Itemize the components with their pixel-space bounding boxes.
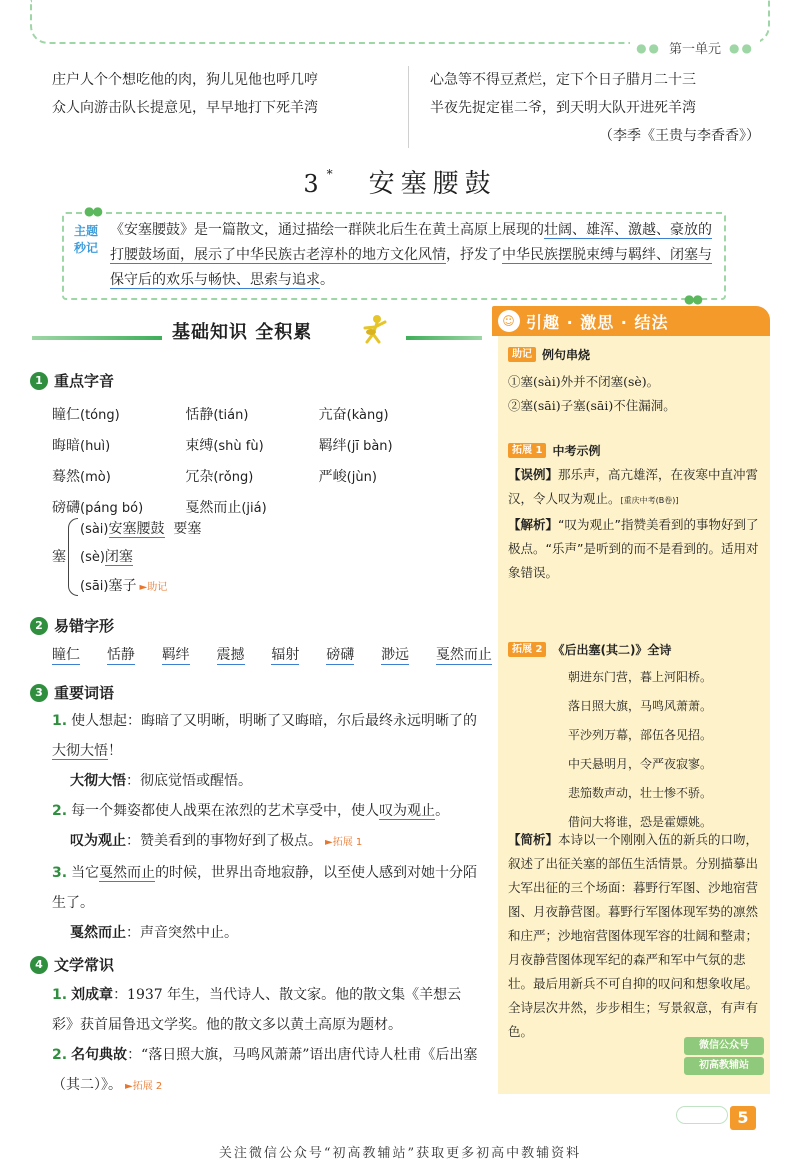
leaf-icon: ●● bbox=[84, 204, 101, 218]
pinyin-item: 磅礴(páng bó) bbox=[52, 499, 144, 516]
extension-chip: 拓展 2 bbox=[508, 642, 546, 657]
lesson-title bbox=[0, 163, 800, 200]
poem-line: 众人向游击队长提意见，早早地打下死羊湾 bbox=[52, 100, 318, 116]
extension-tag: ►拓展 2 bbox=[125, 1081, 163, 1092]
section-badge: 3 bbox=[30, 684, 48, 702]
literature-list bbox=[52, 980, 482, 1102]
word-item: 羁绊 bbox=[162, 644, 190, 665]
sidebar-subheading: 助记 例句串烧 bbox=[508, 346, 590, 363]
section-badge: 2 bbox=[30, 617, 48, 635]
pinyin-item: 冗杂(rǒng) bbox=[185, 468, 254, 485]
pinyin-item: 束缚(shù fù) bbox=[185, 437, 264, 454]
section-heading: 4 文学常识 bbox=[30, 954, 114, 975]
unit-tag bbox=[630, 38, 760, 57]
banner-title: 基础知识 全积累 bbox=[172, 322, 313, 343]
pinyin-row bbox=[52, 429, 452, 460]
word-item: 戛然而止 bbox=[436, 644, 492, 665]
pinyin-item: 严峻(jùn) bbox=[318, 468, 377, 485]
section-badge: 4 bbox=[30, 956, 48, 974]
poem-line: 心急等不得豆煮烂，定下个日子腊月二十三 bbox=[430, 72, 696, 88]
section-heading: 1 重点字音 bbox=[30, 370, 114, 391]
leaf-icon: ●● bbox=[684, 292, 701, 306]
word-item: 震撼 bbox=[217, 644, 245, 665]
polyphone-line: (sāi)塞子 ►助记 bbox=[80, 578, 168, 594]
pinyin-item: 晦暗(huì) bbox=[52, 437, 111, 454]
drummer-icon bbox=[357, 312, 393, 348]
memo-tag: ►助记 bbox=[139, 582, 168, 593]
pinyin-item: 亢奋(kàng) bbox=[318, 406, 389, 423]
pinyin-grid bbox=[52, 398, 452, 522]
vocab-item: 2. 每一个舞姿都使人战栗在浓烈的艺术享受中，使人叹为观止。 叹为观止：赞美看到的事物好到了极点。 ►拓展 1 bbox=[52, 803, 450, 849]
lesson-number: 3 bbox=[303, 170, 325, 198]
section-banner bbox=[32, 314, 482, 354]
sidebar-header: ☺ 引趣 · 激思 · 结法 bbox=[492, 306, 770, 336]
literature-item: 2. 名句典故：“落日照大旗，马鸣风萧萧”语出唐代诗人杜甫《后出塞（其二）》。 ►拓展 2 bbox=[52, 1047, 478, 1093]
pinyin-item: 恬静(tián) bbox=[185, 406, 249, 423]
brace-icon bbox=[68, 518, 78, 596]
word-item: 渺远 bbox=[381, 644, 409, 665]
memo-lines: ①塞(sài)外并不闭塞(sè)。 ②塞(sāi)子塞(sāi)不住漏洞。 bbox=[508, 374, 676, 413]
sidebar-subheading: 拓展 2 《后出塞(其二)》全诗 bbox=[508, 641, 671, 658]
literature-item: 1. 刘成章：1937 年生，当代诗人、散文家。他的散文集《羊想云彩》获首届鲁迅文学奖。他的散文多以黄土高原为题材。 bbox=[52, 987, 462, 1033]
key-phrase: 壮阔、雄浑、激越、豪放的打腰鼓场面 bbox=[110, 222, 712, 263]
pinyin-row bbox=[52, 398, 452, 429]
word-item: 辐射 bbox=[271, 644, 299, 665]
lesson-name: 安塞腰鼓 bbox=[368, 169, 497, 199]
vocab-list bbox=[52, 706, 482, 948]
sidebar-subheading: 拓展 1 中考示例 bbox=[508, 442, 600, 459]
extension-tag: ►拓展 1 bbox=[325, 837, 363, 848]
full-poem: 朝进东门营，暮上河阳桥。 落日照大旗，马鸣风萧萧。 平沙列万幕，部伍各见招。 中天悬明月，令严夜寂寥。 悲笳数声动，壮士惨不骄。 借问大将谁，恐是霍嫖姚。 bbox=[567, 670, 712, 829]
section-heading: 2 易错字形 bbox=[30, 615, 114, 636]
polyphone-char: 塞 bbox=[52, 549, 66, 565]
extension-chip: 拓展 1 bbox=[508, 443, 546, 458]
pinyin-item: 蓦然(mò) bbox=[52, 468, 111, 485]
exam-example: 【误例】那乐声，高亢雄浑，在夜寒中直冲霄汉，令人叹为观止。[重庆中考(B卷)] 【解析】“叹为观止”指赞美看到的事物好到了极点。“乐声”是听到的而不是看到的。适用对象错误。 bbox=[508, 467, 759, 580]
vocab-item: 1. 使人想起：晦暗了又明晰，明晰了又晦暗，尔后最终永远明晰了的大彻大悟！ 大彻大悟：彻底觉悟或醒悟。 bbox=[52, 713, 478, 789]
section-heading: 3 重要词语 bbox=[30, 682, 114, 703]
page-number: 5 bbox=[730, 1106, 756, 1130]
word-list bbox=[52, 644, 492, 665]
poem-line: 半夜先捉定崔二爷，到天明大队开进死羊湾 bbox=[430, 100, 696, 116]
theme-text: 《安塞腰鼓》是一篇散文，通过描绘一群陕北后生在黄土高原上展现的壮阔、雄浑、激越、豪放的打腰鼓场面，展示了中华民族古老淳朴的地方文化风情，抒发了中华民族摆脱束缚与羁绊、闭塞与保守后的欢乐与畅快、思索与追求。 bbox=[110, 222, 712, 288]
word-item: 瞳仁 bbox=[52, 644, 80, 665]
smile-icon: ☺ bbox=[498, 310, 520, 332]
polyphone-line: (sài)安塞腰鼓 要塞 bbox=[80, 521, 202, 537]
dots-icon: ●● bbox=[729, 40, 754, 55]
pinyin-item: 戛然而止(jiá) bbox=[185, 499, 267, 516]
memo-chip: 助记 bbox=[508, 347, 536, 362]
pinyin-item: 羁绊(jī bàn) bbox=[318, 437, 393, 454]
watermark-stamp: 微信公众号 初高教辅站 bbox=[684, 1037, 764, 1077]
key-phrase: ，展示了中华民族古老淳朴的地方文化风情 bbox=[180, 247, 446, 263]
polyphone-line: (sè)闭塞 bbox=[80, 549, 133, 565]
word-item: 恬静 bbox=[107, 644, 135, 665]
footer-note: 关注微信公众号“初高教辅站”获取更多初高中教辅资料 bbox=[218, 1146, 582, 1161]
pinyin-row bbox=[52, 460, 452, 491]
vocab-item: 3. 当它戛然而止的时候，世界出奇地寂静，以至使人感到对她十分陌生了。 戛然而止：声音突然中止。 bbox=[52, 865, 478, 941]
poem-divider bbox=[408, 66, 409, 148]
pinyin-item: 瞳仁(tóng) bbox=[52, 406, 120, 423]
poem-excerpt-left bbox=[52, 66, 392, 122]
poem-analysis: 【简析】本诗以一个刚刚入伍的新兵的口吻，叙述了出征关塞的部伍生活情景。分别描摹出大军出征的三个场面：暮野行军图、沙地宿营图、月夜静营图。暮野行军图体现军势的凛然和庄严；沙地宿营图体现军容的壮阔和整肃；月夜静营图体现军纪的森严和军中气氛的悲壮。最后用新兵不可自抑的叹问和想象收尾。全诗层次井然，步步相生；写景叙意，有声有色。 bbox=[508, 832, 759, 1039]
poem-source: （李季《王贵与李香香》） bbox=[599, 128, 760, 144]
poem-excerpt-right bbox=[430, 66, 770, 150]
word-item: 磅礴 bbox=[326, 644, 354, 665]
key-phrase: 中华民族摆脱束缚与羁绊、闭塞与保守后的欢乐与畅快、思索与追求 bbox=[110, 247, 712, 288]
unit-label: 第一单元 bbox=[669, 42, 722, 57]
lesson-mark: * bbox=[326, 167, 339, 181]
poem-line: 庄户人个个想吃他的肉，狗儿见他也呼几哼 bbox=[52, 72, 318, 88]
polyphone-sai bbox=[52, 516, 252, 600]
theme-label: 主题 秒记 bbox=[73, 224, 98, 255]
dots-icon: ●● bbox=[636, 40, 662, 55]
section-badge: 1 bbox=[30, 372, 48, 390]
